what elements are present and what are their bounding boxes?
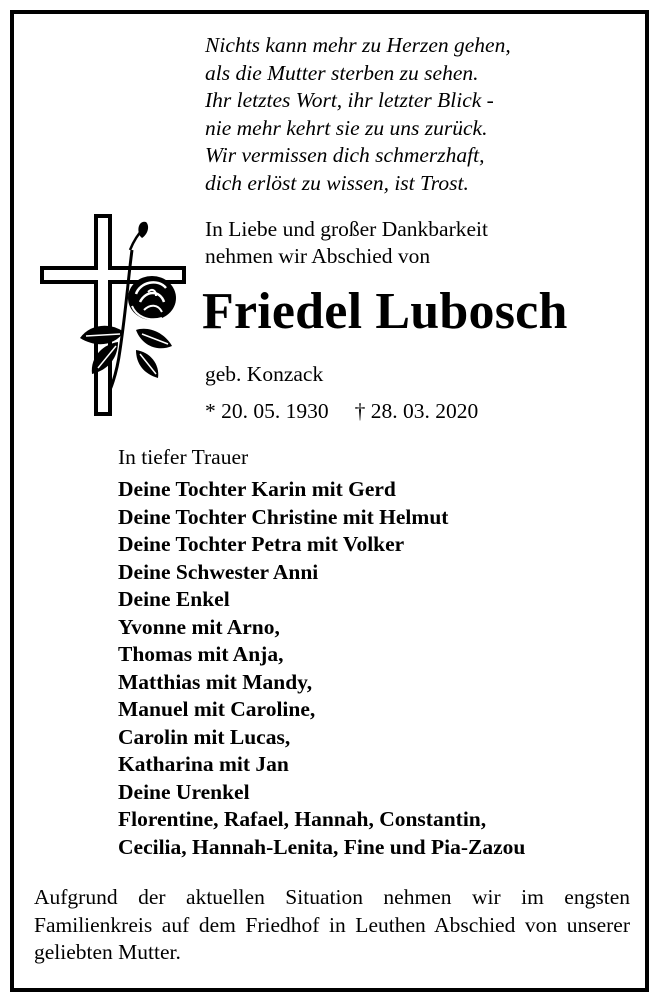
poem	[205, 32, 625, 197]
mourner-line: Deine Urenkel	[118, 779, 250, 804]
poem-line: nie mehr kehrt sie zu uns zurück.	[205, 115, 488, 140]
poem-line: Ihr letztes Wort, ihr letzter Blick -	[205, 88, 494, 112]
intro-text	[205, 216, 625, 270]
poem-line: Wir vermissen dich schmerzhaft,	[205, 143, 485, 167]
poem-line: als die Mutter sterben zu sehen.	[205, 60, 479, 85]
mourner-line: Cecilia, Hannah-Lenita, Fine und Pia-Zazou	[118, 834, 526, 859]
poem-line: dich erlöst zu wissen, ist Trost.	[205, 170, 469, 195]
mourner-line: Katharina mit Jan	[118, 752, 289, 776]
mourner-line: Manuel mit Caroline,	[118, 697, 316, 721]
birth-date: * 20. 05. 1930	[205, 399, 329, 423]
mourner-line: Thomas mit Anja,	[118, 642, 284, 666]
mourner-line: Florentine, Rafael, Hannah, Constantin,	[118, 807, 487, 831]
mourner-line: Deine Enkel	[118, 587, 230, 611]
funeral-note: Aufgrund der aktuellen Situation nehmen wir im engsten Familienkreis auf dem Friedhof in Leuthen Abschied von unserer geliebten Mutter.	[34, 885, 630, 964]
mourner-line: Carolin mit Lucas,	[118, 724, 291, 749]
birth-name: geb. Konzack	[205, 362, 324, 386]
life-dates	[205, 399, 478, 424]
death-date: † 28. 03. 2020	[354, 399, 479, 423]
poem-line: Nichts kann mehr zu Herzen gehen,	[205, 33, 511, 57]
mourner-line: Deine Tochter Petra mit Volker	[118, 532, 405, 556]
mourner-line: Deine Tochter Christine mit Helmut	[118, 504, 449, 529]
deceased-name: Friedel Lubosch	[202, 283, 568, 340]
mourner-line: Deine Schwester Anni	[118, 559, 319, 584]
mourner-line: Yvonne mit Arno,	[118, 614, 280, 639]
obituary-frame	[10, 10, 649, 992]
mourners-heading: In tiefer Trauer	[118, 445, 249, 469]
mourners-list	[118, 476, 525, 861]
cross-with-rose-icon	[40, 210, 190, 420]
intro-line: In Liebe und großer Dankbarkeit	[205, 217, 488, 241]
intro-line: nehmen wir Abschied von	[205, 244, 431, 268]
mourner-line: Deine Tochter Karin mit Gerd	[118, 477, 396, 501]
mourner-line: Matthias mit Mandy,	[118, 669, 313, 694]
